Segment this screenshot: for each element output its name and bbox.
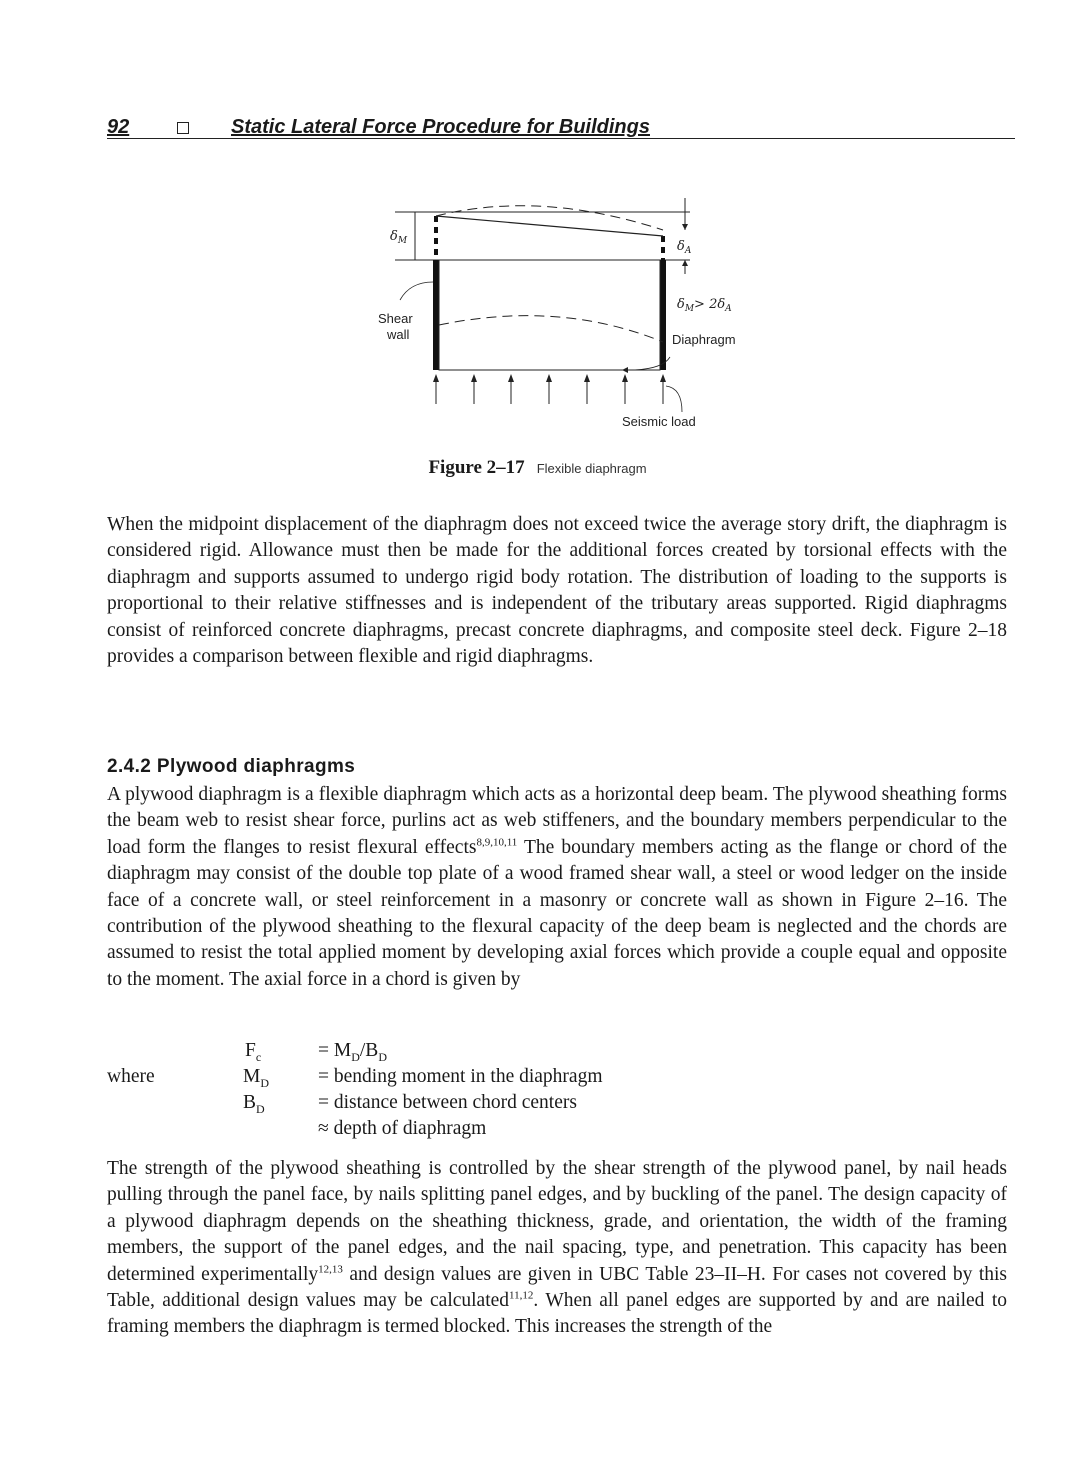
- seismic-load-label: Seismic load: [622, 414, 696, 429]
- page-number: 92: [107, 116, 130, 138]
- deflected-diaphragm-bottom: [439, 316, 663, 342]
- reference-superscript: 11,12: [509, 1289, 534, 1302]
- load-arrowhead: [546, 374, 552, 382]
- header-box-icon: [177, 122, 189, 134]
- load-arrowhead: [584, 374, 590, 382]
- load-arrowhead: [433, 374, 439, 382]
- reference-superscript: 8,9,10,11: [476, 836, 518, 849]
- displaced-roof-line: [436, 216, 663, 236]
- equation-line-3: = distance between chord centers: [318, 1092, 577, 1113]
- paragraph-text: A plywood diaphragm is a flexible diaphragm which acts as a horizontal deep beam. The plywood sheathing forms the beam web to resist shear force, purlins act as web stiffeners, and the boundary members perpendicular to the load form the flanges to resist flexural effects: [107, 784, 1007, 858]
- paragraph-rigid-diaphragm: When the midpoint displacement of the diaphragm does not exceed twice the average story drift, the diaphragm is considered rigid. Allowance must then be made for the additional forces created by torsional effects with the diaphragm and supports assumed to undergo rigid body rotation. The distribution of loading to the supports is proportional to their relative stiffnesses and is independent of the tributary areas supported. Rigid diaphragms consist of reinforced concrete diaphragms, precast concrete diaphragms, and composite steel deck. Figure 2–18 provides a comparison between flexible and rigid diaphragms.: [107, 514, 1007, 668]
- reference-superscript: 12,13: [318, 1263, 343, 1276]
- diaphragm-leader-arrowhead: [622, 367, 628, 373]
- shear-wall-leader: [400, 282, 433, 300]
- equation-symbol-bd: $B_D$: [243, 1092, 265, 1116]
- shear-wall-label-line1: Shear: [378, 311, 413, 326]
- diaphragm-outline: [439, 260, 660, 370]
- equation-line-1: = $M_D/B_D$: [318, 1040, 387, 1064]
- paragraph-text: The strength of the plywood sheathing is controlled by the shear strength of the plywood panel, by nail heads pulling through the panel face, by nails splitting panel edges, and by buckling of the panel. The design capacity of a plywood diaphragm depends on the sheathing thickness, grade, and orientation, the width of the framing members, the support of the panel edges, and the nail spacing, type, and penetration. This capacity has been determined experimentally: [107, 1158, 1007, 1285]
- left-shear-wall: [433, 260, 439, 370]
- delta-a-arrowhead-bottom: [682, 260, 688, 266]
- seismic-load-arrows: [433, 374, 666, 404]
- paragraph-text: . When all panel edges are supported by and are nailed to framing members the diaphragm is termed blocked. This increases the strength of the: [107, 1290, 1007, 1338]
- paragraph-plywood-diaphragm: [107, 782, 1007, 993]
- load-arrowhead: [471, 374, 477, 382]
- paragraph-text: The boundary members acting as the flange or chord of the diaphragm may consist of the double top plate of a wood framed shear wall, a steel or wood ledger on the inside face of a concrete wall, or steel reinforcement in a masonry or concrete wall as shown in Figure 2–16. The contribution of the plywood sheathing to the flexural capacity of the deep beam is neglected and the chords are assumed to resist the total applied moment by developing axial forces which provide a couple equal and opposite to the moment. The axial force in a chord is given by: [107, 836, 1007, 990]
- delta-m-label: $\delta_M$: [390, 229, 408, 246]
- delta-a-label: $\delta_A$: [677, 239, 692, 256]
- running-title: Static Lateral Force Procedure for Buildings: [231, 116, 650, 138]
- equation-line-2: = bending moment in the diaphragm: [318, 1066, 603, 1087]
- figure-caption-text: Flexible diaphragm: [536, 461, 647, 476]
- figure-caption: [0, 457, 1075, 479]
- condition-label: $\delta_M> 2\delta_A$: [677, 297, 732, 314]
- delta-a-arrowhead-top: [682, 224, 688, 230]
- equation-symbol-fc: $F_c$: [245, 1040, 262, 1064]
- right-shear-wall: [660, 260, 666, 370]
- load-arrowhead: [622, 374, 628, 382]
- equation-symbol-md: $M_D$: [243, 1066, 270, 1090]
- section-heading: 2.4.2 Plywood diaphragms: [107, 756, 356, 777]
- equation-line-4: ≈ depth of diaphragm: [318, 1118, 487, 1139]
- paragraph-text: and design values are given in UBC Table 23–II–H. For cases not covered by this Table, additional design values may be calculated: [107, 1263, 1007, 1312]
- paragraph-plywood-strength: [107, 1156, 1007, 1341]
- seismic-load-leader: [666, 386, 682, 412]
- load-arrowhead: [508, 374, 514, 382]
- load-arrowhead: [660, 374, 666, 382]
- equation-where: where: [107, 1066, 155, 1087]
- flexible-diaphragm-figure: [370, 190, 770, 440]
- diaphragm-label: Diaphragm: [672, 332, 736, 347]
- running-header: [107, 116, 1015, 139]
- figure-caption-number: Figure 2–17: [428, 457, 525, 478]
- shear-wall-label-line2: wall: [387, 327, 410, 342]
